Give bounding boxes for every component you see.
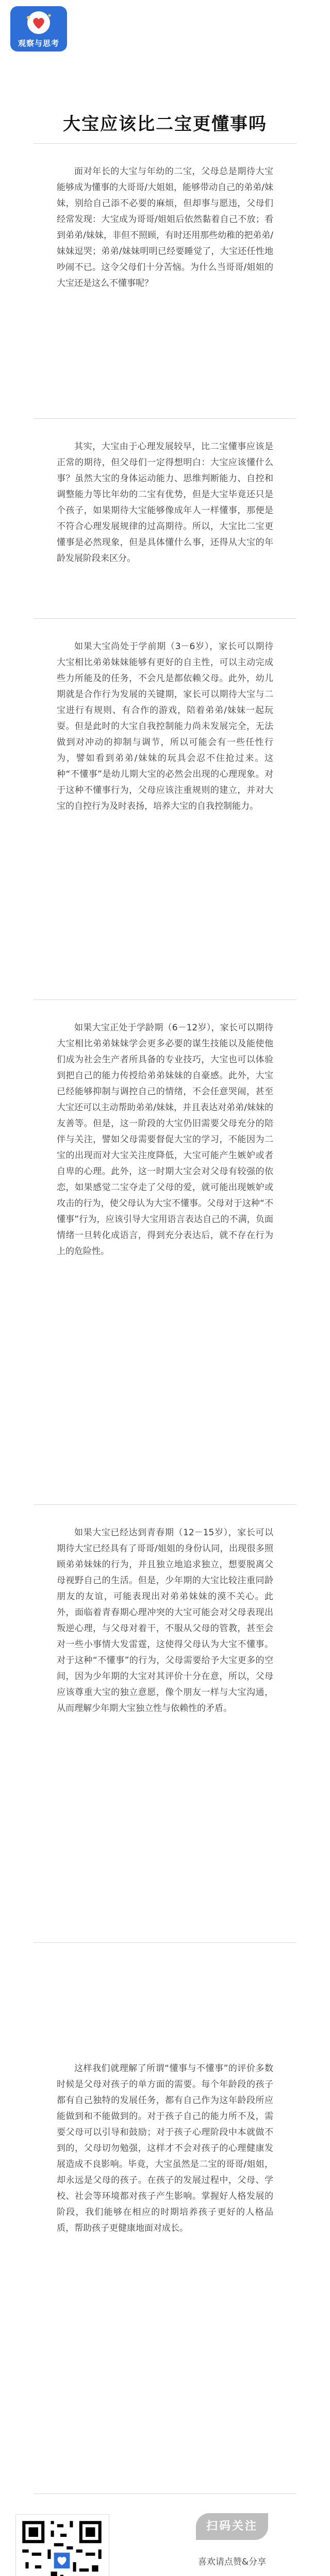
article-paragraph: 如果大宝已经达到青春期（12－15岁），家长可以期待大宝已经具有了哥哥/姐姐的身份认同，出现很多照顾弟弟妹妹的行为，并且独立地追求独立，想要脱离父母视野自己的生活。但是，少年期的大宝比较注重同龄朋友的友谊，可能表现出对弟弟妹妹的漠不关心。此外，面临着青春期心理冲突的大宝可能会对父母表现出叛逆心理，与父母对着干，不服从父母的管教，甚至会对一些小事情大发雷霆，这使得父母认为大宝不懂事。对于这种“不懂事”的行为，父母需要给予大宝更多的空间，因为少年期的大宝对其评价十分在意，所以，父母应该尊重大宝的独立意愿，像个朋友一样与大宝沟通，从而理解少年期大宝独立性与依赖性的矛盾。 — [57, 1528, 273, 1714]
divider — [34, 143, 296, 144]
page-title: 大宝应该比二宝更懂事吗 — [63, 113, 267, 134]
qr-code-icon — [16, 2515, 108, 2576]
brand-logo[interactable] — [10, 6, 67, 52]
divider — [34, 1504, 296, 1505]
qr-code[interactable] — [15, 2514, 109, 2576]
article-paragraph: 面对年长的大宝与年幼的二宝，父母总是期待大宝能够成为懂事的大哥哥/大姐姐，能够带动自己的弟弟/妹妹，别给自己添不必要的麻烦，但却事与愿违，父母们经常发现：大宝成为哥哥/姐姐后依然黏着自己不放；看到弟弟/妹妹，非但不照顾，有时还用那些幼稚的把弟弟/妹妹逗哭；弟弟/妹妹明明已经要睡觉了，大宝还任性地吵闹不已。这令父母们十分苦恼。为什么当哥哥/姐姐的大宝还是这么不懂事呢？ — [57, 166, 273, 289]
scan-follow-badge: 扫码关注 — [196, 2513, 268, 2540]
divider — [34, 1942, 296, 1943]
article-paragraph: 这样我们就理解了所谓“懂事与不懂事”的评价多数时候是父母对孩子的单方面的需要。每个年龄段的孩子都有自己独特的发展任务，都有自己作为这年龄段所应能做到和不能做到的。对于孩子自己的能力所不及，需要父母可以引导和鼓励；对于孩子心理阶段中本就做不到的，父母切勿勉强，这样才不会对孩子的心理健康发展造成不良影响。毕竟，大宝虽然是二宝的哥哥/姐姐，却永远是父母的孩子。在孩子的发展过程中，父母、学校、社会等环境都对孩子产生影响。掌握好人格发展的阶段，我们能够在相应的时期培养孩子更好的人格品质，帮助孩子更健康地面对成长。 — [57, 2063, 273, 2233]
article-paragraph: 如果大宝正处于学龄期（6－12岁），家长可以期待大宝相比弟弟妹妹学会更多必要的谋生技能以及能使他们成为社会生产者所具备的专业技巧，大宝也可以体验到把自己的能力传授给弟弟妹妹的自豪感。此外，大宝已经能够抑制与调控自己的情绪，不会任意哭闹，甚至大宝还可以主动帮助弟弟/妹妹，并且表达对弟弟/妹妹的友善等。但是，这一阶段的大宝仍旧需要父母充分的陪伴与关注，譬如父母需要督促大宝的学习，不能因为二宝的出现而对大宝关注度降低，大宝可能产生嫉妒或者自卑的心理。此外，这一时期大宝会对父母有较强的依恋，如果感觉二宝夺走了父母的爱，就可能出现嫉妒或攻击的行为，使父母认为大宝不懂事。父母对于这种“不懂事”行为，应该引导大宝用语言表达自己的不满，负面情绪一旦转化成语言，得到充分表达后，就不存在行为上的危险性。 — [57, 1023, 273, 1257]
divider — [34, 999, 296, 1000]
logo-text: 观察与思考 — [18, 39, 59, 48]
article-paragraph: 如果大宝尚处于学前期（3－6岁），家长可以期待大宝相比弟弟妹妹能够有更好的自主性，可以主动完成些力所能及的任务，不会凡是都依赖父母。此外，幼儿期就是合作行为发展的关键期，家长可以期待大宝与二宝进行有规则、有合作的游戏，陪着弟弟/妹妹一起玩耍。但是此时的大宝自我控制能力尚未发展完全，无法做到对冲动的抑制与调节，所以可能会有一些任性行为，譬如看到弟弟/妹妹的玩具会忍不住抢过来。这种“不懂事”是幼儿期大宝的必然会出现的心理现象。对于这种不懂事行为，父母应该注重规则的建立，并对大宝的自控行为及时表扬，培养大宝的自我控制能力。 — [57, 641, 273, 811]
article-paragraph: 其实，大宝由于心理发展较早，比二宝懂事应该是正常的期待，但父母们一定得想明白：大宝应该懂什么事？虽然大宝的身体运动能力、思维判断能力、自控和调整能力等比年幼的二宝有优势，但是大宝毕竟还只是个孩子，如果期待大宝能够像成年人一样懂事，那便是不符合心理发展规律的过高期待。所以，大宝比二宝更懂事是必然现象，但是具体懂什么事，还得从大宝的年龄发展阶段来区分。 — [57, 442, 273, 564]
divider — [34, 418, 296, 419]
divider — [34, 618, 296, 619]
like-share-text: 喜欢请点赞&分享 — [197, 2557, 267, 2567]
